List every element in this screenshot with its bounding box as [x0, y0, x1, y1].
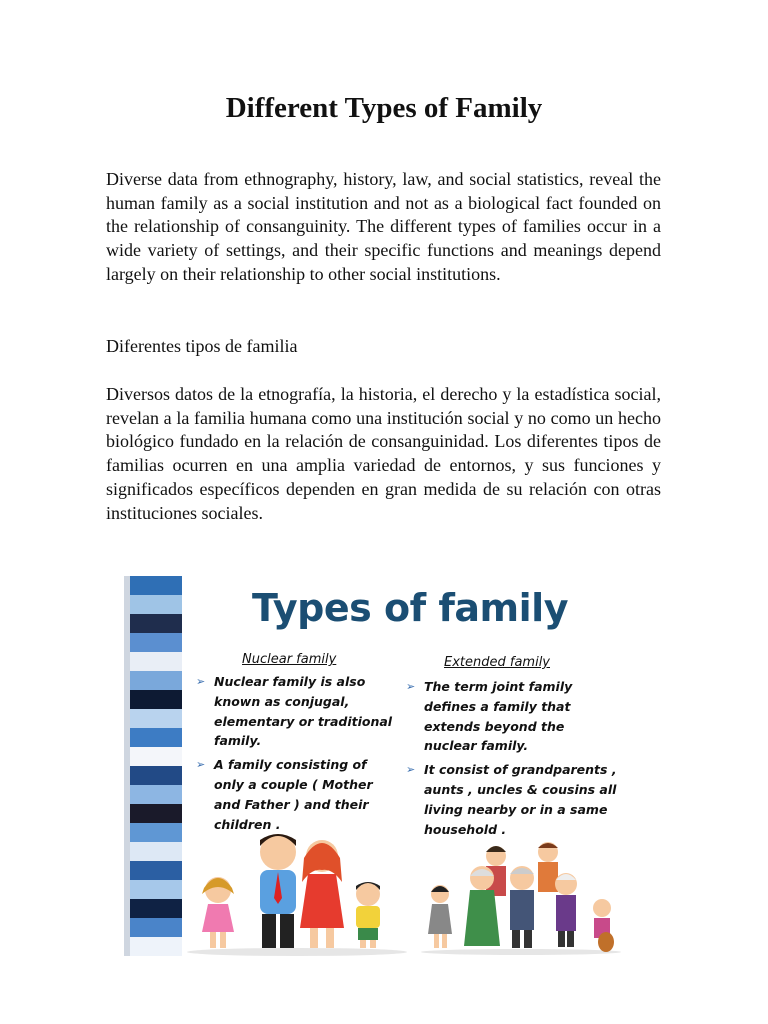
stripe-block [124, 595, 182, 615]
stripe-block [124, 633, 182, 653]
nuclear-bullet-2: A family consisting of only a couple ( Mother and Father ) and their children . [214, 757, 373, 832]
nuclear-family-illustration [182, 828, 412, 956]
stripe-block [124, 899, 182, 919]
bullet-arrow-icon: ➢ [406, 680, 416, 693]
stripe-block [124, 880, 182, 900]
stripe-block [124, 728, 182, 748]
extended-bullet-1: The term joint family defines a family that extends beyond the nuclear family. [424, 679, 573, 754]
bullet-arrow-icon: ➢ [196, 675, 206, 688]
nuclear-family-list [194, 672, 394, 838]
stripe-block [124, 690, 182, 710]
extended-family-heading: Extended family [444, 655, 550, 670]
extended-bullet-2: It consist of grandparents , aunts , uncles & cousins all living nearby or in a same household . [424, 762, 617, 837]
paragraph-english: Diverse data from ethnography, history, law, and social statistics, reveal the human family as a social institution and not as a biological fact founded on the relationship of consanguinity. The different types of families occur in a wide variety of settings, and their specific functions and meanings depend largely on their relationship to other social institutions. [106, 169, 661, 284]
nuclear-family-heading: Nuclear family [242, 652, 337, 667]
stripe-block [124, 747, 182, 767]
stripe-block [124, 804, 182, 824]
page-title: Different Types of Family [225, 92, 543, 124]
stripe-block [124, 861, 182, 881]
decorative-stripe [124, 576, 182, 956]
extended-family-illustration [416, 838, 626, 956]
bullet-arrow-icon: ➢ [406, 763, 416, 777]
paragraph-spanish: Diversos datos de la etnografía, la historia, el derecho y la estadística social, revelan a la familia humana como una institución social y no como un hecho biológico fundado en la relación de consanguinidad. Los diferentes tipos de familias ocurren en una amplia variedad de entornos, y sus funciones y significados específicos dependen en gran medida de su relación con otras instituciones sociales. [106, 384, 661, 523]
stripe-edge [124, 576, 130, 956]
types-of-family-infographic [124, 576, 646, 956]
stripe-block [124, 614, 182, 634]
stripe-block [124, 937, 182, 956]
list-item [194, 672, 394, 751]
infographic-title: Types of family [252, 586, 568, 630]
stripe-block [124, 918, 182, 938]
stripe-block [124, 652, 182, 672]
stripe-block [124, 671, 182, 691]
stripe-block [124, 823, 182, 843]
stripe-block [124, 785, 182, 805]
nuclear-bullet-1: Nuclear family is also known as conjugal, elementary or traditional family. [214, 674, 393, 749]
stripe-block [124, 842, 182, 862]
heading-spanish: Diferentes tipos de familia [106, 336, 298, 356]
extended-family-list [404, 677, 619, 843]
stripe-block [124, 576, 182, 596]
list-item [194, 755, 394, 834]
list-item [404, 677, 619, 756]
bullet-arrow-icon: ➢ [196, 758, 206, 772]
list-item [404, 760, 619, 839]
stripe-block [124, 766, 182, 786]
stripe-block [124, 709, 182, 729]
